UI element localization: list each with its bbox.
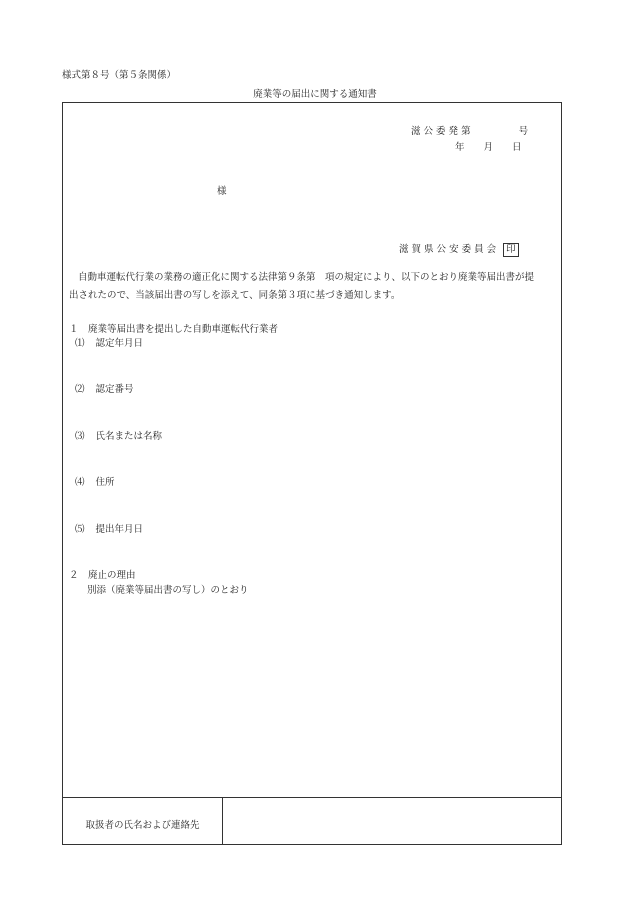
issue-number-prefix: 滋 公 委 発 第 [411, 126, 471, 137]
item-label: 提出年月日 [95, 524, 144, 535]
item-label: 氏名または名称 [95, 431, 163, 442]
item-label: 認定年月日 [95, 338, 144, 349]
form-number: 様式第８号（第５条関係） [62, 70, 177, 81]
section2-content: 別添（廃業等届出書の写し）のとおり [87, 585, 249, 596]
issue-number [411, 123, 528, 137]
item-number: ⑷ [75, 477, 85, 488]
section1-item [75, 381, 134, 395]
issue-date: 年 月 日 [455, 142, 522, 153]
item-number: ⑸ [75, 524, 85, 535]
issuer-name: 滋 賀 県 公 安 委 員 会 [399, 244, 497, 255]
form-frame [62, 102, 562, 845]
section1-heading: １ 廃業等届出書を提出した自動車運転代行業者 [69, 324, 279, 335]
section1-item [75, 474, 115, 488]
item-number: ⑴ [75, 338, 85, 349]
item-number: ⑶ [75, 431, 85, 442]
contact-label: 取扱者の氏名および連絡先 [85, 820, 200, 831]
section2-heading: ２ 廃止の理由 [69, 570, 136, 581]
seal-mark: 印 [503, 243, 519, 257]
body-line-1: 自動車運転代行業の業務の適正化に関する法律第９条第 項の規定により、以下のとおり廃業等届出書が提 [78, 272, 535, 283]
item-label: 認定番号 [95, 384, 134, 395]
issue-number-suffix: 号 [518, 126, 529, 137]
document-title: 廃業等の届出に関する通知書 [253, 89, 377, 100]
item-number: ⑵ [75, 384, 85, 395]
contact-field[interactable] [223, 798, 561, 844]
section1-item [75, 521, 143, 535]
body-line-2: 出されたので、当該届出書の写しを添えて、同条第３項に基づき通知します。 [69, 290, 401, 301]
section1-item [75, 428, 162, 442]
body-paragraph [69, 269, 559, 305]
issuer [399, 241, 519, 257]
section1-item [75, 335, 143, 349]
addressee-honorific: 様 [217, 186, 227, 197]
item-label: 住所 [95, 477, 115, 488]
